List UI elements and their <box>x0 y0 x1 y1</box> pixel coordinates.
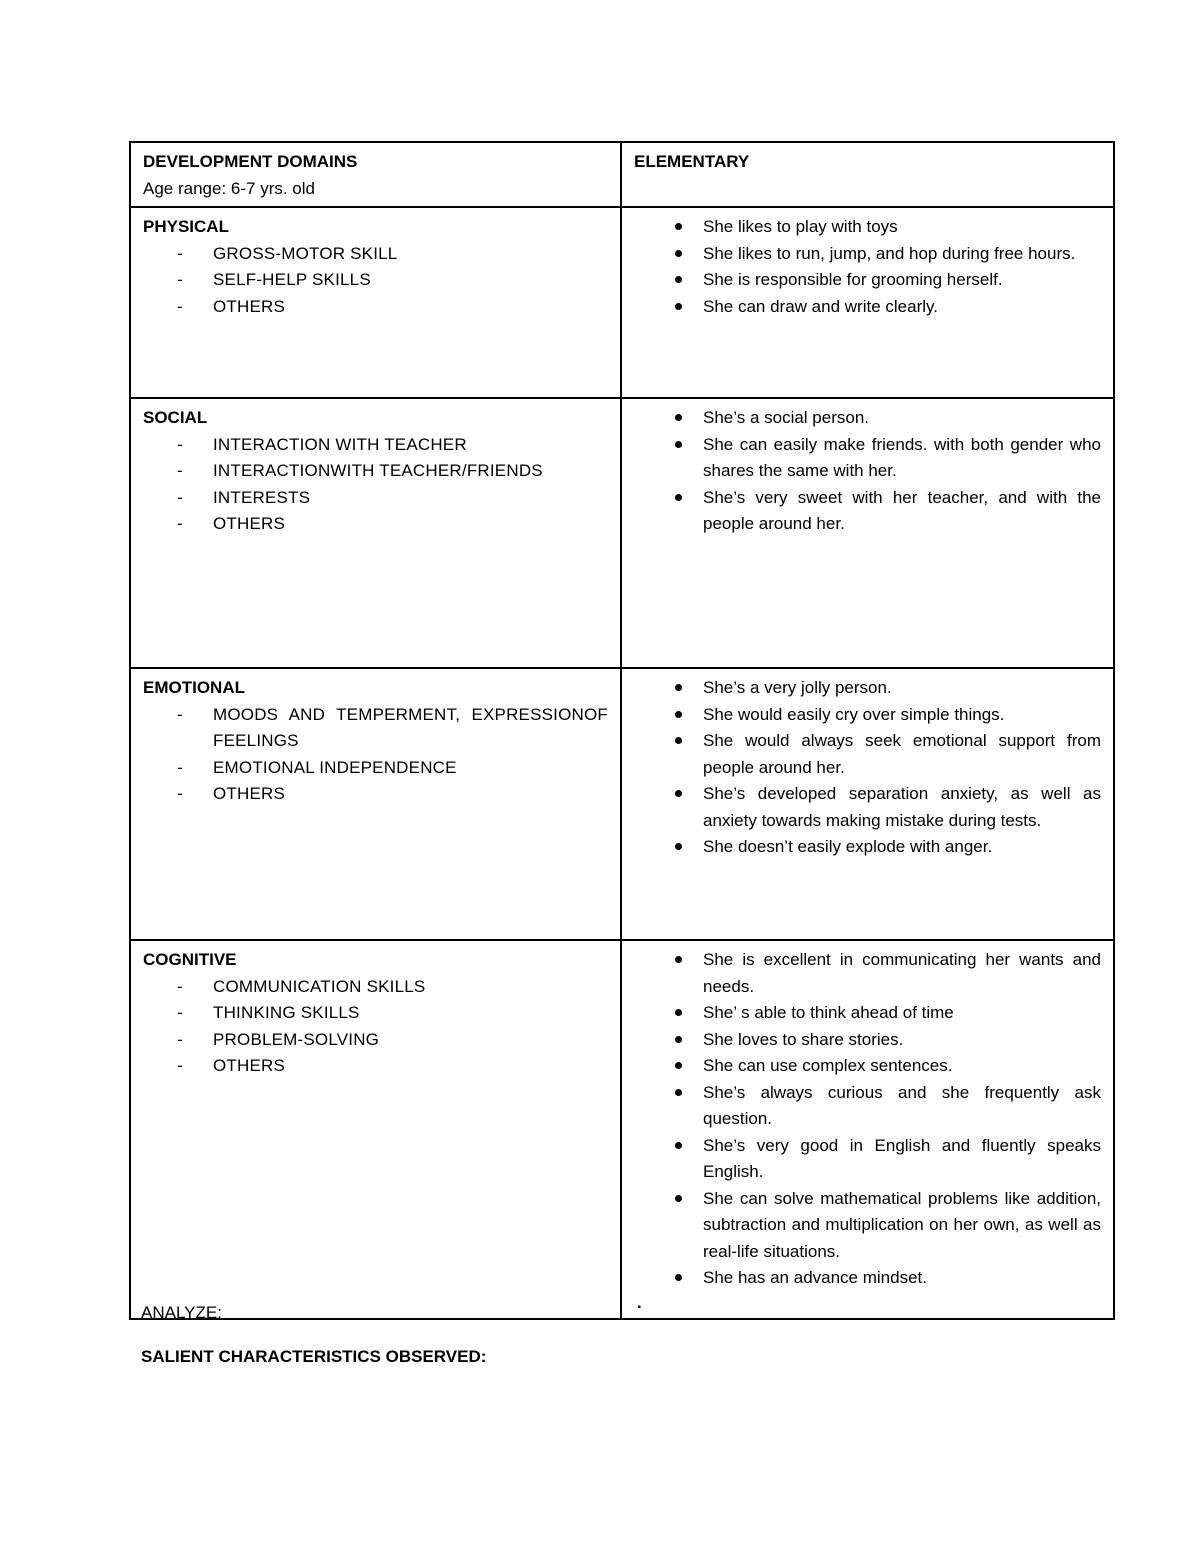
salient-characteristics-label: SALIENT CHARACTERISTICS OBSERVED: <box>141 1347 487 1366</box>
domain-subitems-cognitive <box>143 974 608 1080</box>
observation-item: She’s very good in English and fluently speaks English. <box>634 1133 1101 1186</box>
subitem: - INTERESTS <box>143 485 608 512</box>
subitem: - EMOTIONAL INDEPENDENCE <box>143 755 608 782</box>
domain-cell-cognitive <box>130 940 621 1319</box>
observation-cell-physical <box>621 207 1114 398</box>
subitem: - OTHERS <box>143 511 608 538</box>
domain-cell-emotional <box>130 668 621 940</box>
header-elementary-title: ELEMENTARY <box>634 152 750 171</box>
observation-item: She’ s able to think ahead of time <box>634 1000 1101 1027</box>
observation-item: She’s very sweet with her teacher, and with the people around her. <box>634 485 1101 538</box>
observation-item: She can easily make friends. with both gender who shares the same with her. <box>634 432 1101 485</box>
observation-item: She’s developed separation anxiety, as well as anxiety towards making mistake during tests. <box>634 781 1101 834</box>
observation-item: She is responsible for grooming herself. <box>634 267 1101 294</box>
table-header-row <box>130 142 1114 207</box>
observation-item: She can solve mathematical problems like addition, subtraction and multiplication on her own, as well as real-life situations. <box>634 1186 1101 1266</box>
subitem: - THINKING SKILLS <box>143 1000 608 1027</box>
observation-cell-emotional <box>621 668 1114 940</box>
domain-cell-social <box>130 398 621 668</box>
subitem: - SELF-HELP SKILLS <box>143 267 608 294</box>
subitem: - INTERACTION WITH TEACHER <box>143 432 608 459</box>
header-domains-title: DEVELOPMENT DOMAINS <box>143 152 358 171</box>
observation-item: She likes to run, jump, and hop during free hours. <box>634 241 1101 268</box>
subitem: - OTHERS <box>143 781 608 808</box>
domain-title-cognitive: COGNITIVE <box>143 950 237 969</box>
subitem: - MOODS AND TEMPERMENT, EXPRESSIONOF FEELINGS <box>143 702 608 755</box>
observation-item: She loves to share stories. <box>634 1027 1101 1054</box>
observation-cell-cognitive <box>621 940 1114 1319</box>
subitem: - OTHERS <box>143 294 608 321</box>
table-row-emotional <box>130 668 1114 940</box>
observation-list-physical <box>634 214 1101 320</box>
observation-item: She doesn’t easily explode with anger. <box>634 834 1101 861</box>
subitem: - PROBLEM-SOLVING <box>143 1027 608 1054</box>
subitem: - INTERACTIONWITH TEACHER/FRIENDS <box>143 458 608 485</box>
observation-item: She likes to play with toys <box>634 214 1101 241</box>
observation-item: She’s always curious and she frequently ask question. <box>634 1080 1101 1133</box>
domain-subitems-social <box>143 432 608 538</box>
domain-title-physical: PHYSICAL <box>143 217 229 236</box>
subitem: - COMMUNICATION SKILLS <box>143 974 608 1001</box>
observation-item: She’s a very jolly person. <box>634 675 1101 702</box>
observation-list-emotional <box>634 675 1101 861</box>
domain-subitems-emotional <box>143 702 608 808</box>
table-row-cognitive <box>130 940 1114 1319</box>
observation-item: She’s a social person. <box>634 405 1101 432</box>
trailing-mark: . <box>637 1292 642 1312</box>
domain-subitems-physical <box>143 241 608 321</box>
observation-item: She would always seek emotional support from people around her. <box>634 728 1101 781</box>
analyze-label: ANALYZE: <box>141 1303 222 1322</box>
domain-title-social: SOCIAL <box>143 408 208 427</box>
subitem: - OTHERS <box>143 1053 608 1080</box>
subitem: - GROSS-MOTOR SKILL <box>143 241 608 268</box>
observation-list-cognitive <box>634 947 1101 1292</box>
domain-title-emotional: EMOTIONAL <box>143 678 245 697</box>
header-domains-cell <box>130 142 621 207</box>
observation-item: She has an advance mindset. <box>634 1265 1101 1292</box>
observation-item: She is excellent in communicating her wants and needs. <box>634 947 1101 1000</box>
observation-item: She would easily cry over simple things. <box>634 702 1101 729</box>
domain-cell-physical <box>130 207 621 398</box>
observation-item: She can draw and write clearly. <box>634 294 1101 321</box>
observation-item: She can use complex sentences. <box>634 1053 1101 1080</box>
observation-list-social <box>634 405 1101 538</box>
header-age-range: Age range: 6-7 yrs. old <box>143 178 315 198</box>
header-elementary-cell <box>621 142 1114 207</box>
development-domains-table <box>129 141 1115 1320</box>
observation-cell-social <box>621 398 1114 668</box>
table-row-social <box>130 398 1114 668</box>
table-row-physical <box>130 207 1114 398</box>
